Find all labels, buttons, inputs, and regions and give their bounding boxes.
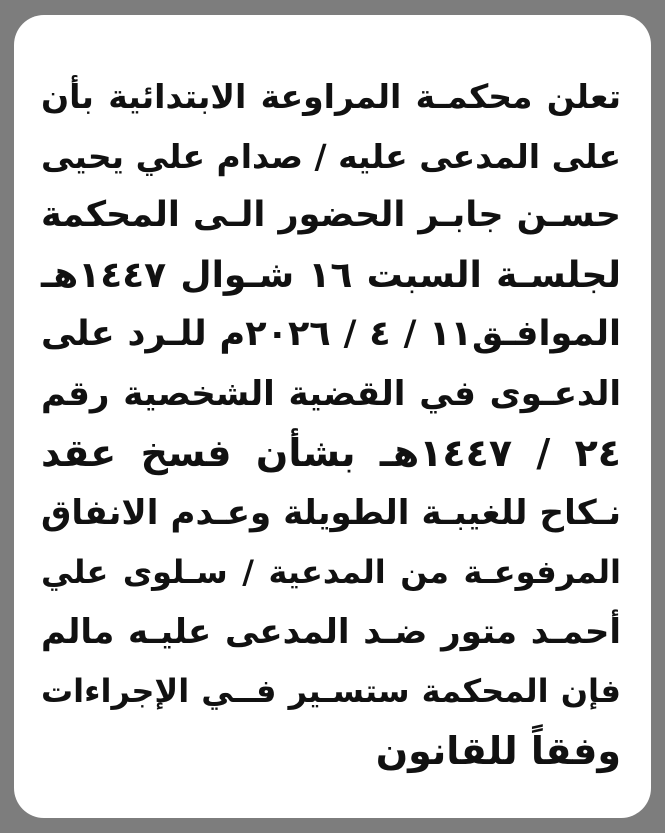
notice-line: نـكاح للغيبـة الطويلة وعـدم الانفاق [41,492,621,533]
notice-line: حسـن جابـر الحضور الـى المحكمة [41,195,621,235]
notice-line: أحمـد متور ضـد المدعى عليـه مالم [41,611,621,652]
notice-card [14,15,651,818]
notice-line: ٢٤ / ١٤٤٧هـ بشأن فسخ عقد [41,431,621,475]
court-notice-text [41,67,621,781]
notice-line: فإن المحكمة ستسـير فــي الإجراءات [41,672,621,710]
notice-line: تعلن محكمـة المراوعة الابتدائية بأن [41,77,621,116]
notice-line: لجلسـة السبت ١٦ شـوال ١٤٤٧هـ [41,254,621,296]
notice-line: على المدعى عليه / صدام علي يحيى [41,136,621,176]
notice-line: المرفوعـة من المدعية / سـلوى علي [41,553,621,591]
notice-line: الدعـوى في القضية الشخصية رقم [41,373,621,414]
notice-line: وفقاً للقانون [375,728,621,773]
notice-line: الموافـق١١ / ٤ / ٢٠٢٦م للـرد على [41,314,622,354]
